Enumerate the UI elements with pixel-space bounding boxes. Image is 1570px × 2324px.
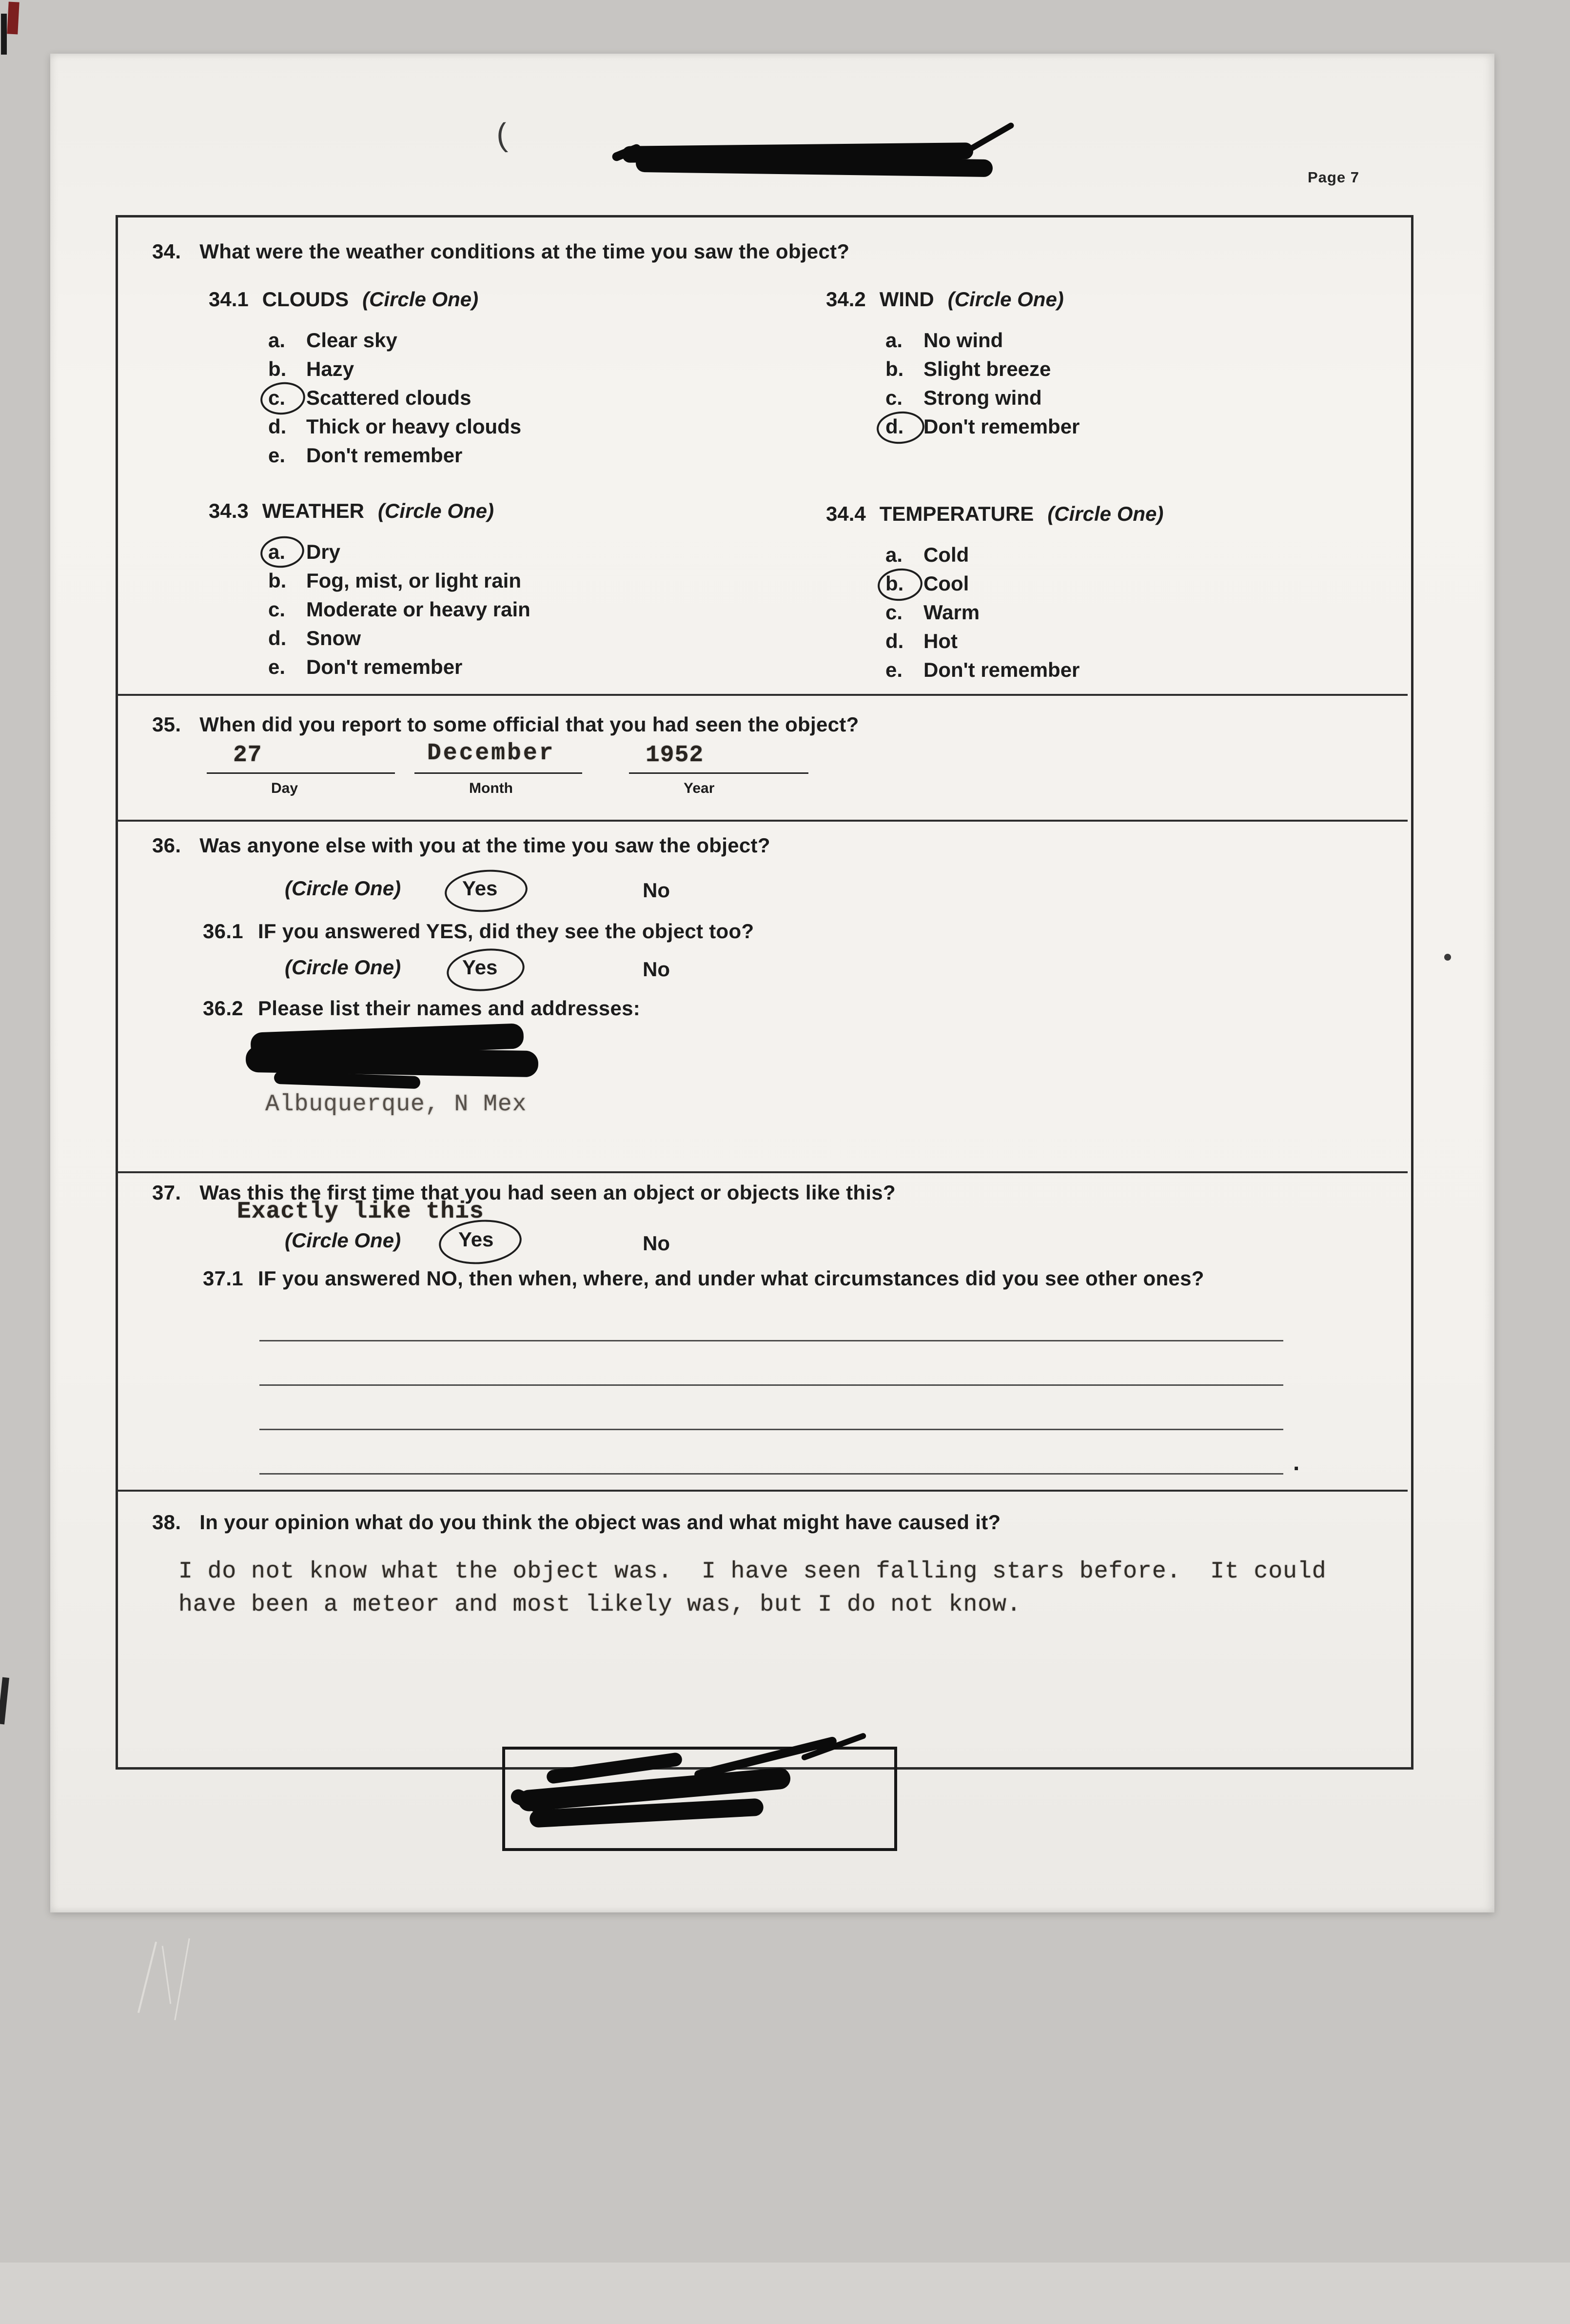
question-36 bbox=[152, 834, 770, 857]
answer-blank-line bbox=[259, 1429, 1283, 1430]
typed-note: Exactly like this bbox=[237, 1199, 484, 1225]
question-number: 34. bbox=[152, 240, 181, 263]
option-text: Slight breeze bbox=[923, 357, 1051, 380]
section-divider bbox=[117, 1490, 1408, 1492]
question-number: 36.2 bbox=[203, 997, 243, 1020]
option-row bbox=[268, 627, 530, 655]
option-row bbox=[885, 357, 1079, 386]
question-text: Was this the first time that you had seen an object or objects like this? bbox=[199, 1181, 896, 1204]
option-row bbox=[268, 415, 521, 444]
option-text: Hot bbox=[923, 630, 958, 652]
option-list bbox=[268, 540, 530, 684]
option-letter: d. bbox=[885, 630, 904, 652]
question-text: Was anyone else with you at the time you saw the object? bbox=[199, 834, 770, 857]
scratch-mark bbox=[174, 1938, 190, 2020]
group-header bbox=[209, 288, 478, 311]
day-field-line bbox=[207, 772, 395, 774]
question-36-2 bbox=[203, 997, 640, 1020]
red-edge-mark bbox=[7, 1, 19, 34]
question-number: 37.1 bbox=[203, 1267, 243, 1290]
option-row bbox=[268, 386, 521, 415]
option-row bbox=[268, 655, 530, 684]
page-number-label: Page 7 bbox=[1308, 169, 1359, 186]
day-value: 27 bbox=[233, 742, 262, 768]
group-number: 34.3 bbox=[209, 499, 249, 522]
group-header bbox=[826, 502, 1163, 526]
group-header bbox=[209, 499, 494, 523]
option-text: Dry bbox=[306, 540, 341, 563]
redacted-header-stamp bbox=[622, 140, 1012, 184]
option-letter: a. bbox=[885, 329, 903, 352]
option-letter: d. bbox=[885, 415, 904, 438]
question-text: When did you report to some official that you had seen the object? bbox=[199, 713, 859, 736]
question-34 bbox=[152, 240, 849, 263]
year-label: Year bbox=[684, 780, 715, 796]
option-text: Moderate or heavy rain bbox=[306, 598, 530, 621]
question-text: In your opinion what do you think the object was and what might have caused it? bbox=[199, 1511, 1001, 1534]
q37-yes: Yes bbox=[458, 1228, 494, 1251]
option-letter: b. bbox=[268, 569, 287, 592]
option-text: Clear sky bbox=[306, 329, 397, 352]
question-text: What were the weather conditions at the time you saw the object? bbox=[199, 240, 850, 263]
option-row bbox=[885, 658, 1079, 687]
question-37-1 bbox=[203, 1267, 1204, 1290]
answer-blank-line bbox=[259, 1340, 1283, 1341]
question-38 bbox=[152, 1511, 1001, 1534]
option-text: Fog, mist, or light rain bbox=[306, 569, 521, 592]
month-value: December bbox=[427, 740, 555, 767]
option-row bbox=[885, 543, 1079, 572]
ink-speck bbox=[1444, 954, 1451, 961]
option-letter: b. bbox=[885, 572, 904, 595]
option-text: Don't remember bbox=[923, 415, 1080, 438]
group-number: 34.2 bbox=[826, 288, 866, 311]
question-number: 38. bbox=[152, 1511, 181, 1534]
option-letter: e. bbox=[268, 655, 286, 678]
q36-1-yes: Yes bbox=[462, 956, 498, 979]
section-divider bbox=[117, 694, 1408, 696]
option-text: Hazy bbox=[306, 357, 354, 380]
question-text: IF you answered YES, did they see the object too? bbox=[257, 920, 754, 943]
option-row bbox=[268, 329, 521, 357]
question-text: IF you answered NO, then when, where, and under what circumstances did you see other ones? bbox=[257, 1267, 1204, 1290]
group-title: TEMPERATURE bbox=[879, 502, 1034, 525]
year-value: 1952 bbox=[646, 742, 704, 768]
year-field-line bbox=[629, 772, 808, 774]
option-text: Don't remember bbox=[306, 444, 463, 467]
stray-period: . bbox=[1293, 1450, 1300, 1476]
black-edge-mark-top bbox=[1, 14, 7, 55]
option-letter: b. bbox=[885, 357, 904, 380]
option-text: Scattered clouds bbox=[306, 386, 471, 409]
section-divider bbox=[117, 820, 1408, 822]
circle-one-instruction: (Circle One) bbox=[947, 288, 1064, 311]
option-letter: d. bbox=[268, 415, 287, 438]
option-letter: b. bbox=[268, 357, 287, 380]
question-text: Please list their names and addresses: bbox=[257, 997, 641, 1020]
option-list bbox=[268, 329, 521, 473]
option-text: No wind bbox=[923, 329, 1003, 352]
answer-blank-line bbox=[259, 1384, 1283, 1386]
option-row bbox=[268, 357, 521, 386]
question-35 bbox=[152, 713, 859, 736]
option-letter: c. bbox=[268, 386, 286, 409]
group-title: WIND bbox=[879, 288, 934, 311]
typed-city: Albuquerque, N Mex bbox=[265, 1091, 527, 1118]
option-row bbox=[268, 540, 530, 569]
q37-no: No bbox=[643, 1232, 670, 1255]
option-text: Strong wind bbox=[923, 386, 1042, 409]
option-row bbox=[885, 601, 1079, 630]
typed-answer-line-1: I do not know what the object was. I have seen falling stars before. It could bbox=[178, 1558, 1327, 1585]
option-row bbox=[885, 386, 1079, 415]
question-number: 36.1 bbox=[203, 920, 243, 943]
answer-blank-line bbox=[259, 1473, 1283, 1475]
option-letter: e. bbox=[885, 658, 903, 681]
option-row bbox=[268, 569, 530, 598]
option-row bbox=[268, 444, 521, 473]
option-letter: d. bbox=[268, 627, 287, 650]
q34-group-wind bbox=[826, 288, 1080, 438]
black-edge-mark-mid bbox=[0, 1677, 9, 1725]
question-number: 37. bbox=[152, 1181, 181, 1204]
option-text: Don't remember bbox=[923, 658, 1080, 681]
question-36-1 bbox=[203, 920, 754, 943]
pen-mark-paren: ( bbox=[495, 116, 509, 153]
scratch-mark bbox=[162, 1946, 172, 2004]
circle-one-instruction: (Circle One) bbox=[285, 956, 401, 979]
group-title: WEATHER bbox=[262, 499, 364, 522]
question-number: 35. bbox=[152, 713, 181, 736]
option-text: Don't remember bbox=[306, 655, 463, 678]
month-field-line bbox=[414, 772, 582, 774]
option-text: Snow bbox=[306, 627, 361, 650]
group-number: 34.1 bbox=[209, 288, 249, 311]
circle-one-instruction: (Circle One) bbox=[362, 288, 479, 311]
circle-one-instruction: (Circle One) bbox=[1047, 502, 1164, 525]
q36-1-no: No bbox=[643, 958, 670, 981]
option-letter: a. bbox=[268, 329, 286, 352]
option-text: Cool bbox=[923, 572, 969, 595]
option-row bbox=[885, 630, 1079, 658]
option-row bbox=[885, 329, 1079, 357]
q34-group-weather bbox=[209, 499, 530, 678]
circle-one-instruction: (Circle One) bbox=[377, 499, 494, 522]
group-header bbox=[826, 288, 1064, 311]
option-letter: c. bbox=[885, 386, 903, 409]
option-text: Warm bbox=[923, 601, 980, 624]
option-letter: a. bbox=[885, 543, 903, 566]
option-letter: e. bbox=[268, 444, 286, 467]
section-divider bbox=[117, 1171, 1408, 1173]
option-text: Cold bbox=[923, 543, 969, 566]
scanner-bed-band bbox=[0, 2263, 1570, 2324]
option-row bbox=[268, 598, 530, 627]
scratch-mark bbox=[137, 1942, 157, 2013]
option-list bbox=[885, 543, 1079, 687]
day-label: Day bbox=[271, 780, 298, 796]
option-letter: a. bbox=[268, 540, 286, 563]
option-letter: c. bbox=[268, 598, 286, 621]
circle-one-instruction: (Circle One) bbox=[285, 1229, 401, 1252]
option-letter: c. bbox=[885, 601, 903, 624]
group-number: 34.4 bbox=[826, 502, 866, 525]
q36-yes: Yes bbox=[462, 877, 498, 900]
q34-group-temperature bbox=[826, 502, 1164, 681]
option-text: Thick or heavy clouds bbox=[306, 415, 522, 438]
group-title: CLOUDS bbox=[262, 288, 349, 311]
q34-group-clouds bbox=[209, 288, 522, 467]
month-label: Month bbox=[469, 780, 513, 796]
question-number: 36. bbox=[152, 834, 181, 857]
circle-one-instruction: (Circle One) bbox=[285, 877, 401, 900]
redacted-names-block bbox=[246, 1028, 558, 1091]
q36-no: No bbox=[643, 879, 670, 902]
typed-answer-line-2: have been a meteor and most likely was, but I do not know. bbox=[178, 1592, 1021, 1618]
